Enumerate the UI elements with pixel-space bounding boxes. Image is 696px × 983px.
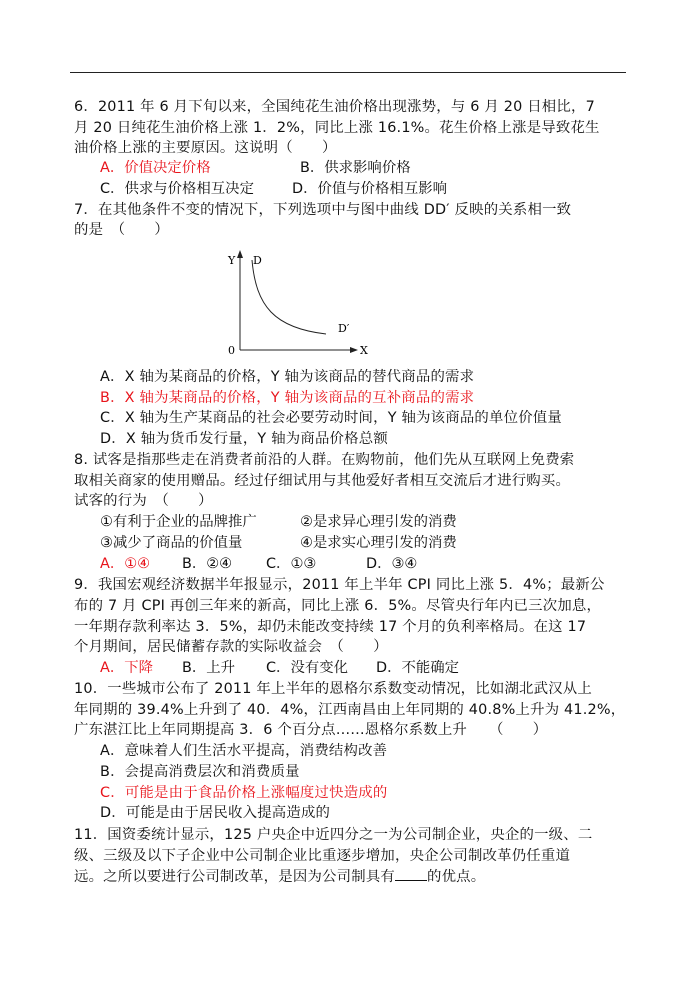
- y-axis-arrow: [237, 250, 243, 258]
- q8-item-4: ④是求实心理引发的消费: [300, 535, 457, 551]
- x-axis-label: X: [360, 344, 368, 357]
- demand-curve-graph: [222, 246, 372, 362]
- q7-line-2: 的是 （ ）: [74, 222, 169, 238]
- q7-option-d: D．X 轴为货币发行量，Y 轴为商品价格总额: [100, 431, 388, 447]
- x-axis-arrow: [350, 347, 358, 353]
- q11-line-3: [74, 866, 485, 887]
- q8-item-3: ③减少了商品的价值量: [100, 535, 243, 551]
- q7-option-a: A．X 轴为某商品的价格，Y 轴为该商品的替代商品的需求: [100, 369, 475, 385]
- q6-option-c: C．供求与价格相互决定: [100, 181, 254, 197]
- answer-blank: [395, 866, 427, 881]
- q6-option-b: B．供求影响价格: [300, 160, 411, 176]
- q11-line-1: 11．国资委统计显示，125 户央企中近四分之一为公司制企业，央企的一级、二: [74, 827, 593, 843]
- q9-line-1: 9．我国宏观经济数据半年报显示，2011 年上半年 CPI 同比上涨 5．4%；最新公: [74, 577, 605, 593]
- q10-option-b: B．会提高消费层次和消费质量: [100, 764, 300, 780]
- q10-line-3: 广东湛江比上年同期提高 3．6 个百分点……恩格尔系数上升 （ ）: [74, 722, 548, 738]
- q8-line-3: 试客的行为 （ ）: [74, 493, 213, 509]
- q8-option-d: D．③④: [366, 556, 418, 572]
- q8-option-b: B．②④: [182, 556, 233, 572]
- q9-option-c: C．没有变化: [266, 660, 349, 676]
- q11-line-3-after: 的优点。: [427, 869, 486, 885]
- y-axis-label: Y: [228, 254, 236, 267]
- q6-line-1: 6．2011 年 6 月下旬以来，全国纯花生油价格出现涨势，与 6 月 20 日相比，7: [74, 99, 595, 115]
- dd-curve: [252, 260, 326, 334]
- q8-option-a: A．①④: [100, 556, 151, 572]
- q9-option-d: D．不能确定: [376, 660, 460, 676]
- q9-option-b: B．上升: [182, 660, 236, 676]
- q9-option-a: A．下降: [100, 660, 154, 676]
- q6-option-a: A．价值决定价格: [100, 160, 211, 176]
- q11-line-2: 级、三级及以下子企业中公司制企业比重逐步增加，央企公司制改革仍任重道: [74, 848, 571, 864]
- q10-line-1: 10．一些城市公布了 2011 年上半年的恩格尔系数变动情况，比如湖北武汉从上: [74, 681, 592, 697]
- q10-line-2: 年同期的 39.4%上升到了 40．4%，江西南昌由上年同期的 40.8%上升为 41.2%，: [74, 702, 626, 718]
- q7-line-1: 7．在其他条件不变的情况下，下列选项中与图中曲线 DD′ 反映的关系相一致: [74, 202, 572, 218]
- q11-line-3-before: 远。之所以要进行公司制改革，是因为公司制具有: [74, 869, 395, 885]
- curve-start-label: D: [253, 254, 262, 267]
- q6-line-3: 油价格上涨的主要原因。这说明（ ）: [74, 140, 337, 156]
- origin-label: 0: [228, 344, 235, 357]
- q8-item-1: ①有利于企业的品牌推广: [100, 514, 257, 530]
- q9-line-4: 个月期间，居民储蓄存款的实际收益会 （ ）: [74, 639, 388, 655]
- q8-option-c: C．①③: [266, 556, 317, 572]
- q6-line-2: 月 20 日纯花生油价格上涨 1．2%，同比上涨 16.1%。花生价格上涨是导致花生: [74, 120, 600, 136]
- q7-option-b: B．X 轴为某商品的价格，Y 轴为该商品的互补商品的需求: [100, 390, 475, 406]
- q8-line-2: 取相关商家的使用赠品。经过仔细试用与其他爱好者相互交流后才进行购买。: [74, 473, 571, 489]
- q8-item-2: ②是求异心理引发的消费: [300, 514, 457, 530]
- q6-option-d: D．价值与价格相互影响: [292, 181, 447, 197]
- q9-line-3: 一年期存款利率达 3．5%，却仍未能改变持续 17 个月的负利率格局。在这 17: [74, 619, 587, 635]
- q8-line-1: 8. 试客是指那些走在消费者前沿的人群。在购物前，他们先从互联网上免费索: [74, 452, 575, 468]
- curve-end-label: D′: [338, 322, 350, 335]
- header-rule: [70, 72, 626, 73]
- q10-option-a: A．意味着人们生活水平提高，消费结构改善: [100, 743, 388, 759]
- q10-option-c: C．可能是由于食品价格上涨幅度过快造成的: [100, 785, 388, 801]
- q7-option-c: C．X 轴为生产某商品的社会必要劳动时间，Y 轴为该商品的单位价值量: [100, 410, 562, 426]
- q10-option-d: D．可能是由于居民收入提高造成的: [100, 805, 331, 821]
- q9-line-2: 布的 7 月 CPI 再创三年来的新高，同比上涨 6．5%。尽管央行年内已三次加息，: [74, 598, 602, 614]
